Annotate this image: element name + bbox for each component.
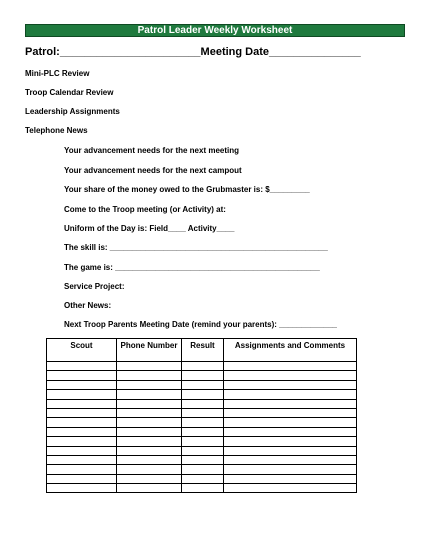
table-row [47, 437, 357, 446]
table-row [47, 427, 357, 436]
table-row [47, 474, 357, 483]
table-row [47, 455, 357, 464]
table-cell[interactable] [47, 362, 117, 371]
news-parents-meeting-date: Next Troop Parents Meeting Date (remind your parents): _____________ [64, 320, 337, 329]
section-leadership-assignments: Leadership Assignments [25, 107, 120, 116]
table-cell[interactable] [47, 371, 117, 380]
table-cell[interactable] [224, 371, 357, 380]
table-cell[interactable] [47, 484, 117, 493]
table-cell[interactable] [224, 474, 357, 483]
news-service-project: Service Project: [64, 282, 125, 291]
table-cell[interactable] [117, 484, 182, 493]
table-cell[interactable] [224, 418, 357, 427]
table-header-row [47, 339, 357, 362]
table-cell[interactable] [182, 455, 224, 464]
table-cell[interactable] [47, 408, 117, 417]
table-cell[interactable] [182, 446, 224, 455]
table-row [47, 446, 357, 455]
table-cell[interactable] [182, 390, 224, 399]
table-cell[interactable] [224, 362, 357, 371]
table-cell[interactable] [47, 455, 117, 464]
table-cell[interactable] [117, 399, 182, 408]
patrol-meeting-date-line: Patrol:_______________________Meeting Date_______________ [25, 46, 361, 58]
section-telephone-news: Telephone News [25, 126, 88, 135]
header-assignments-comments: Assignments and Comments [224, 339, 357, 362]
table-cell[interactable] [47, 380, 117, 389]
table-row [47, 362, 357, 371]
table-cell[interactable] [182, 437, 224, 446]
header-phone-number: Phone Number [117, 339, 182, 362]
table-cell[interactable] [224, 408, 357, 417]
news-grubmaster-share: Your share of the money owed to the Grubmaster is: $_________ [64, 185, 310, 194]
table-row [47, 390, 357, 399]
table-cell[interactable] [47, 399, 117, 408]
table-row [47, 371, 357, 380]
table-cell[interactable] [117, 390, 182, 399]
table-cell[interactable] [117, 437, 182, 446]
table-row [47, 484, 357, 493]
table-cell[interactable] [117, 408, 182, 417]
table-cell[interactable] [47, 446, 117, 455]
table-cell[interactable] [224, 455, 357, 464]
section-troop-calendar-review: Troop Calendar Review [25, 88, 114, 97]
table-cell[interactable] [224, 437, 357, 446]
table-cell[interactable] [224, 390, 357, 399]
table-cell[interactable] [182, 371, 224, 380]
news-advancement-campout: Your advancement needs for the next campout [64, 166, 242, 175]
table-cell[interactable] [47, 390, 117, 399]
table-cell[interactable] [117, 371, 182, 380]
table-row [47, 418, 357, 427]
table-cell[interactable] [117, 455, 182, 464]
table-cell[interactable] [47, 427, 117, 436]
table-cell[interactable] [117, 418, 182, 427]
table-cell[interactable] [224, 446, 357, 455]
table-cell[interactable] [224, 484, 357, 493]
table-cell[interactable] [182, 474, 224, 483]
table-cell[interactable] [182, 380, 224, 389]
table-cell[interactable] [117, 380, 182, 389]
scout-assignments-table [46, 338, 357, 493]
header-scout: Scout [47, 339, 117, 362]
table-cell[interactable] [182, 362, 224, 371]
table-cell[interactable] [47, 437, 117, 446]
table-cell[interactable] [182, 427, 224, 436]
table-cell[interactable] [47, 418, 117, 427]
table-cell[interactable] [117, 474, 182, 483]
table-body [47, 362, 357, 493]
table-row [47, 408, 357, 417]
table-row [47, 399, 357, 408]
table-cell[interactable] [182, 408, 224, 417]
news-other-news: Other News: [64, 301, 112, 310]
news-advancement-meeting: Your advancement needs for the next meeting [64, 146, 240, 155]
header-result: Result [182, 339, 224, 362]
table-cell[interactable] [224, 399, 357, 408]
news-game: The game is: ______________________________________________ [64, 263, 320, 272]
table-cell[interactable] [182, 484, 224, 493]
table-row [47, 380, 357, 389]
news-skill: The skill is: _________________________________________________ [64, 243, 328, 252]
table-cell[interactable] [47, 465, 117, 474]
worksheet-title: Patrol Leader Weekly Worksheet [25, 24, 405, 37]
table-cell[interactable] [117, 446, 182, 455]
news-uniform-of-day: Uniform of the Day is: Field____ Activity____ [64, 224, 235, 233]
table-cell[interactable] [224, 465, 357, 474]
table-cell[interactable] [182, 465, 224, 474]
table-cell[interactable] [224, 427, 357, 436]
table-cell[interactable] [224, 380, 357, 389]
table-cell[interactable] [117, 362, 182, 371]
table-cell[interactable] [117, 465, 182, 474]
table-cell[interactable] [117, 427, 182, 436]
table-cell[interactable] [182, 399, 224, 408]
table-row [47, 465, 357, 474]
section-mini-plc-review: Mini-PLC Review [25, 69, 90, 78]
table-cell[interactable] [47, 474, 117, 483]
table-cell[interactable] [182, 418, 224, 427]
news-troop-meeting-time: Come to the Troop meeting (or Activity) at: [64, 205, 226, 214]
